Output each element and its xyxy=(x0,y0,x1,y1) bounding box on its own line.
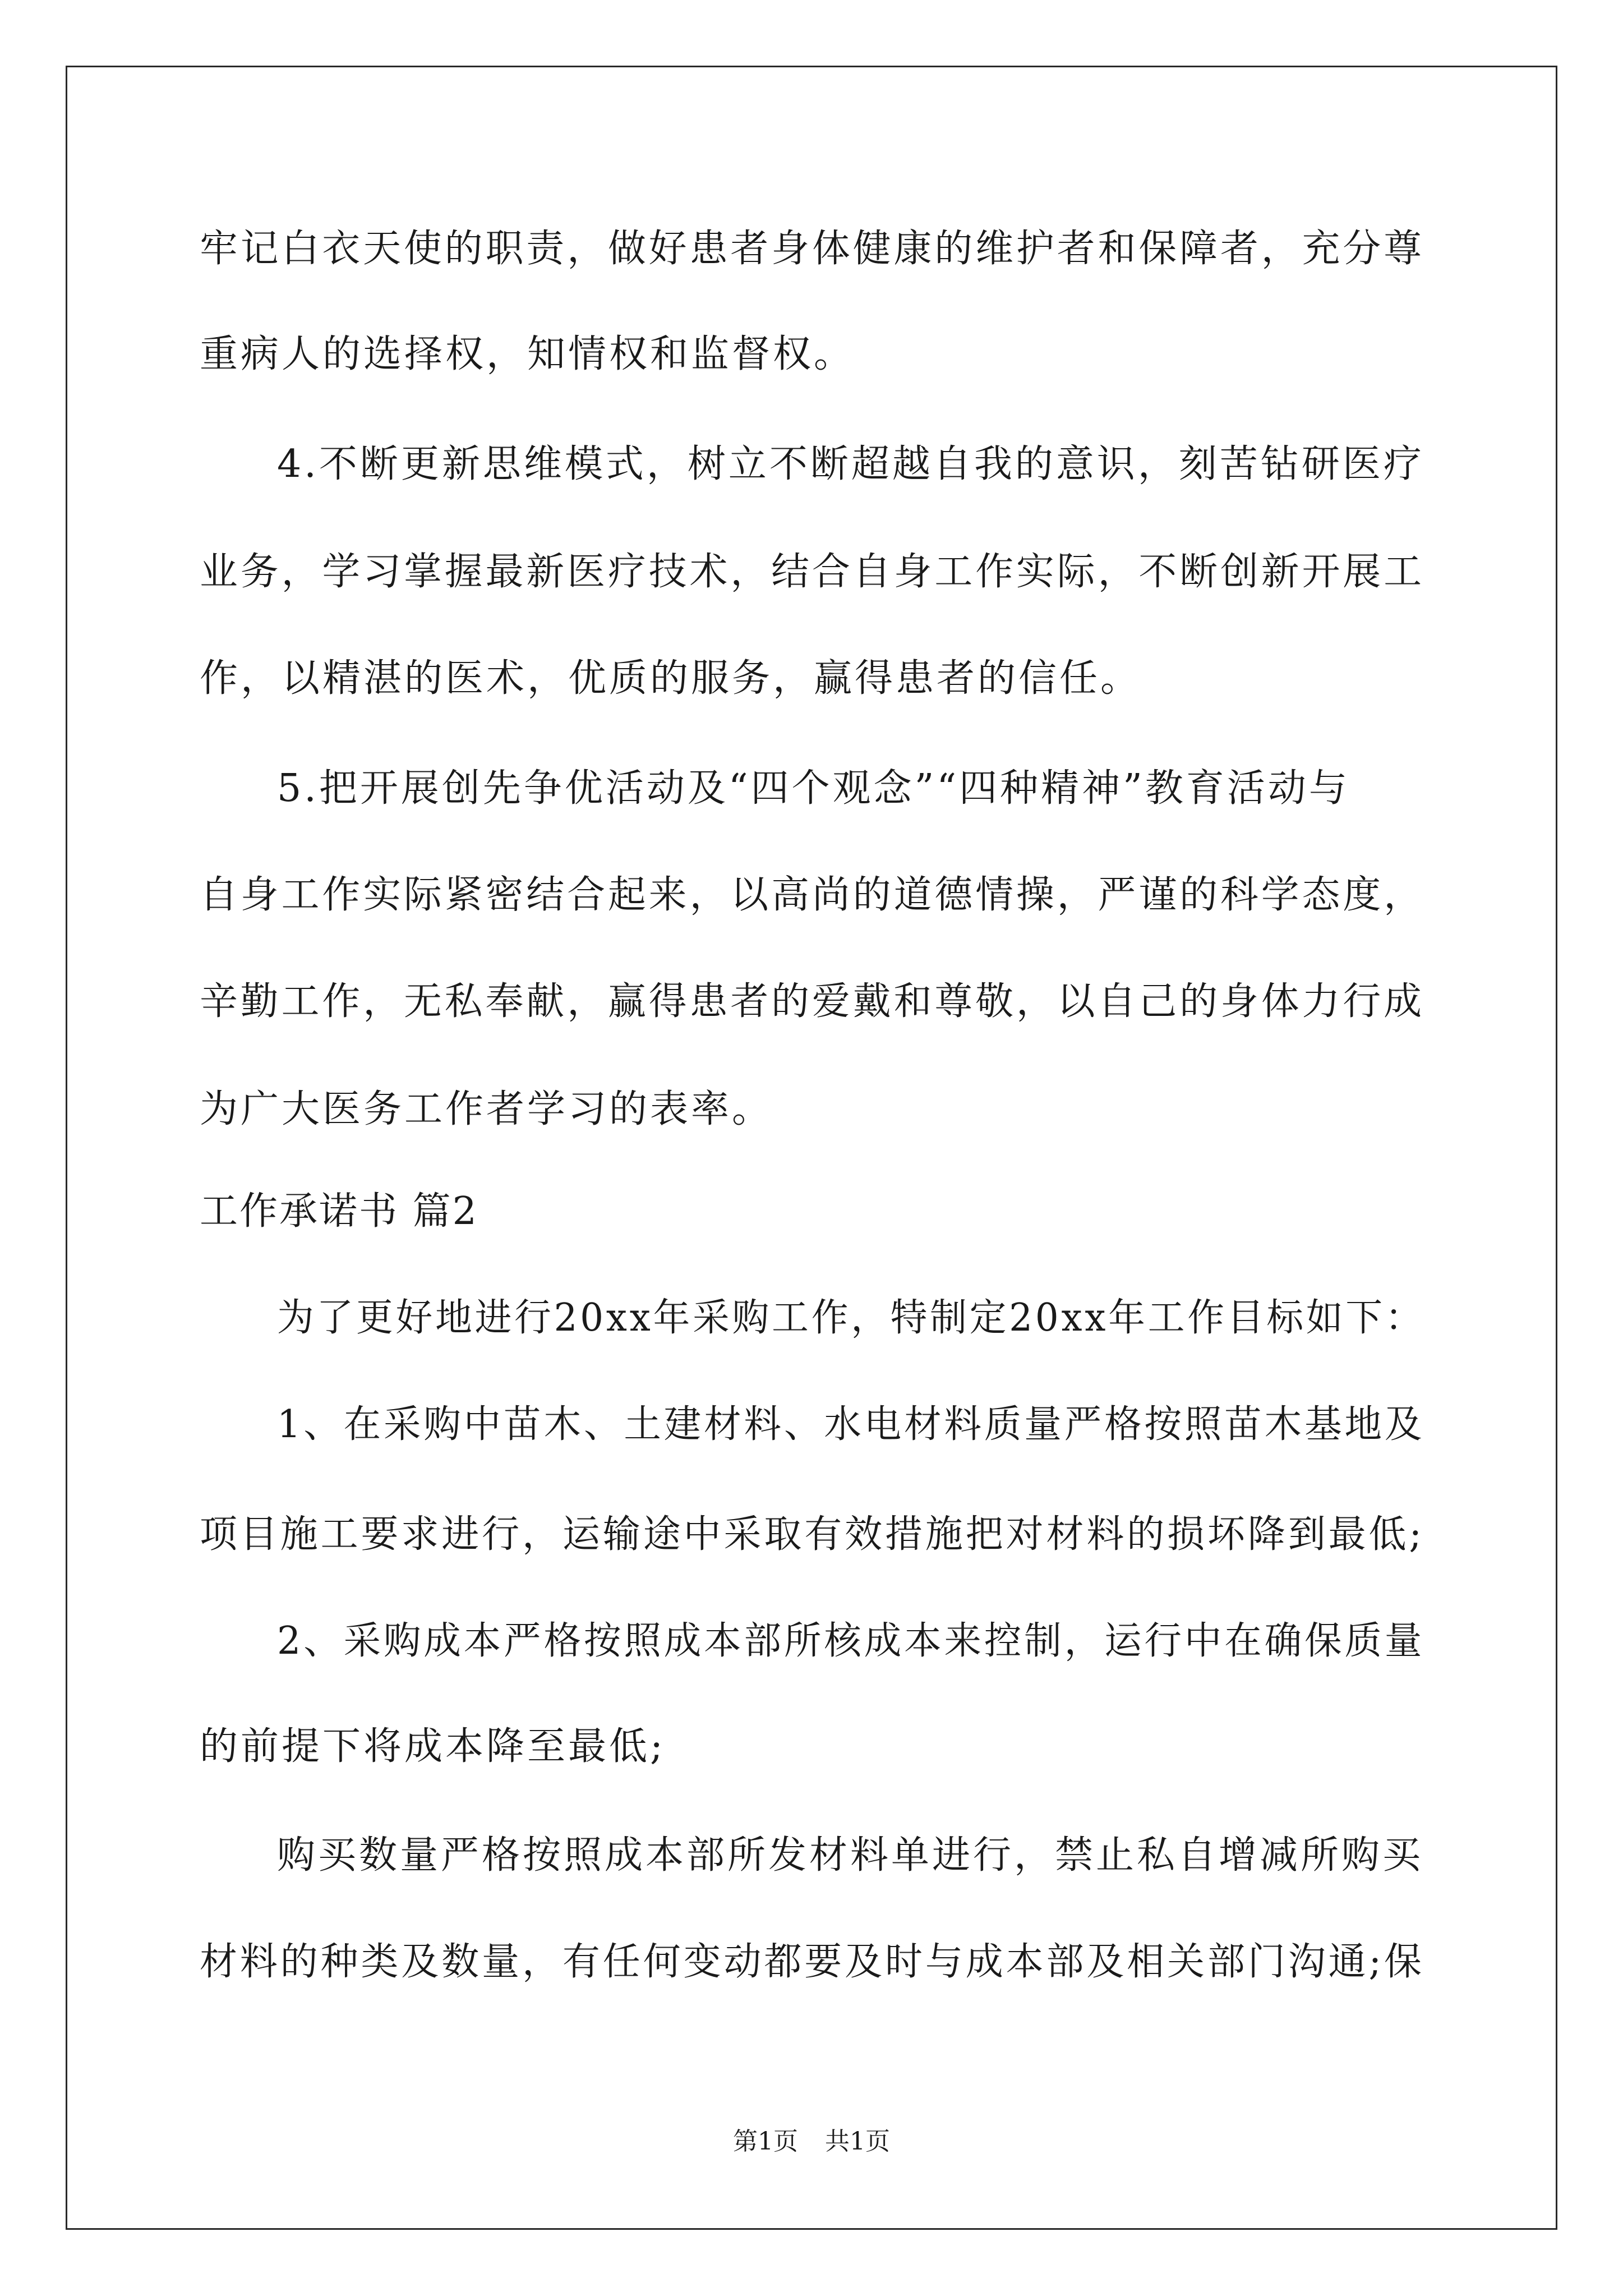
paragraph-line: 自身工作实际紧密结合起来，以高尚的道德情操，严谨的科学态度， xyxy=(200,873,1425,917)
paragraph-line: 项目施工要求进行，运输途中采取有效措施把对材料的损坏降到最低; xyxy=(200,1512,1424,1557)
paragraph-line: 为了更好地进行20xx年采购工作，特制定20xx年工作目标如下： xyxy=(277,1296,1425,1340)
paragraph-line: 为广大医务工作者学习的表率。 xyxy=(200,1087,773,1131)
page-footer xyxy=(0,2126,1623,2157)
paragraph-line: 牢记白衣天使的职责，做好患者身体健康的维护者和保障者，充分尊 xyxy=(200,227,1425,271)
paragraph-line: 的前提下将成本降至最低; xyxy=(200,1724,666,1769)
page-total: 共1页 xyxy=(825,2127,890,2156)
page-number: 第1页 xyxy=(733,2127,798,2156)
paragraph-line: 1、在采购中苗木、土建材料、水电材料质量严格按照苗木基地及 xyxy=(277,1402,1425,1447)
paragraph-line: 作，以精湛的医术，优质的服务，赢得患者的信任。 xyxy=(200,656,1142,701)
section-heading: 工作承诺书 篇2 xyxy=(200,1189,478,1234)
paragraph-line: 业务，学习掌握最新医疗技术，结合自身工作实际，不断创新开展工 xyxy=(200,550,1425,594)
paragraph-line: 重病人的选择权，知情权和监督权。 xyxy=(200,332,855,376)
paragraph-line: 5.把开展创先争优活动及“四个观念”“四种精神”教育活动与 xyxy=(277,766,1350,811)
paragraph-line: 2、采购成本严格按照成本部所核成本来控制，运行中在确保质量 xyxy=(277,1619,1425,1663)
paragraph-line: 4.不断更新思维模式，树立不断超越自我的意识，刻苦钻研医疗 xyxy=(277,442,1424,486)
page-border xyxy=(66,66,1557,2230)
paragraph-line: 购买数量严格按照成本部所发材料单进行，禁止私自增减所购买 xyxy=(277,1833,1424,1878)
paragraph-line: 材料的种类及数量，有任何变动都要及时与成本部及相关部门沟通;保 xyxy=(200,1940,1424,1984)
paragraph-line: 辛勤工作，无私奉献，赢得患者的爱戴和尊敬，以自己的身体力行成 xyxy=(200,979,1425,1024)
